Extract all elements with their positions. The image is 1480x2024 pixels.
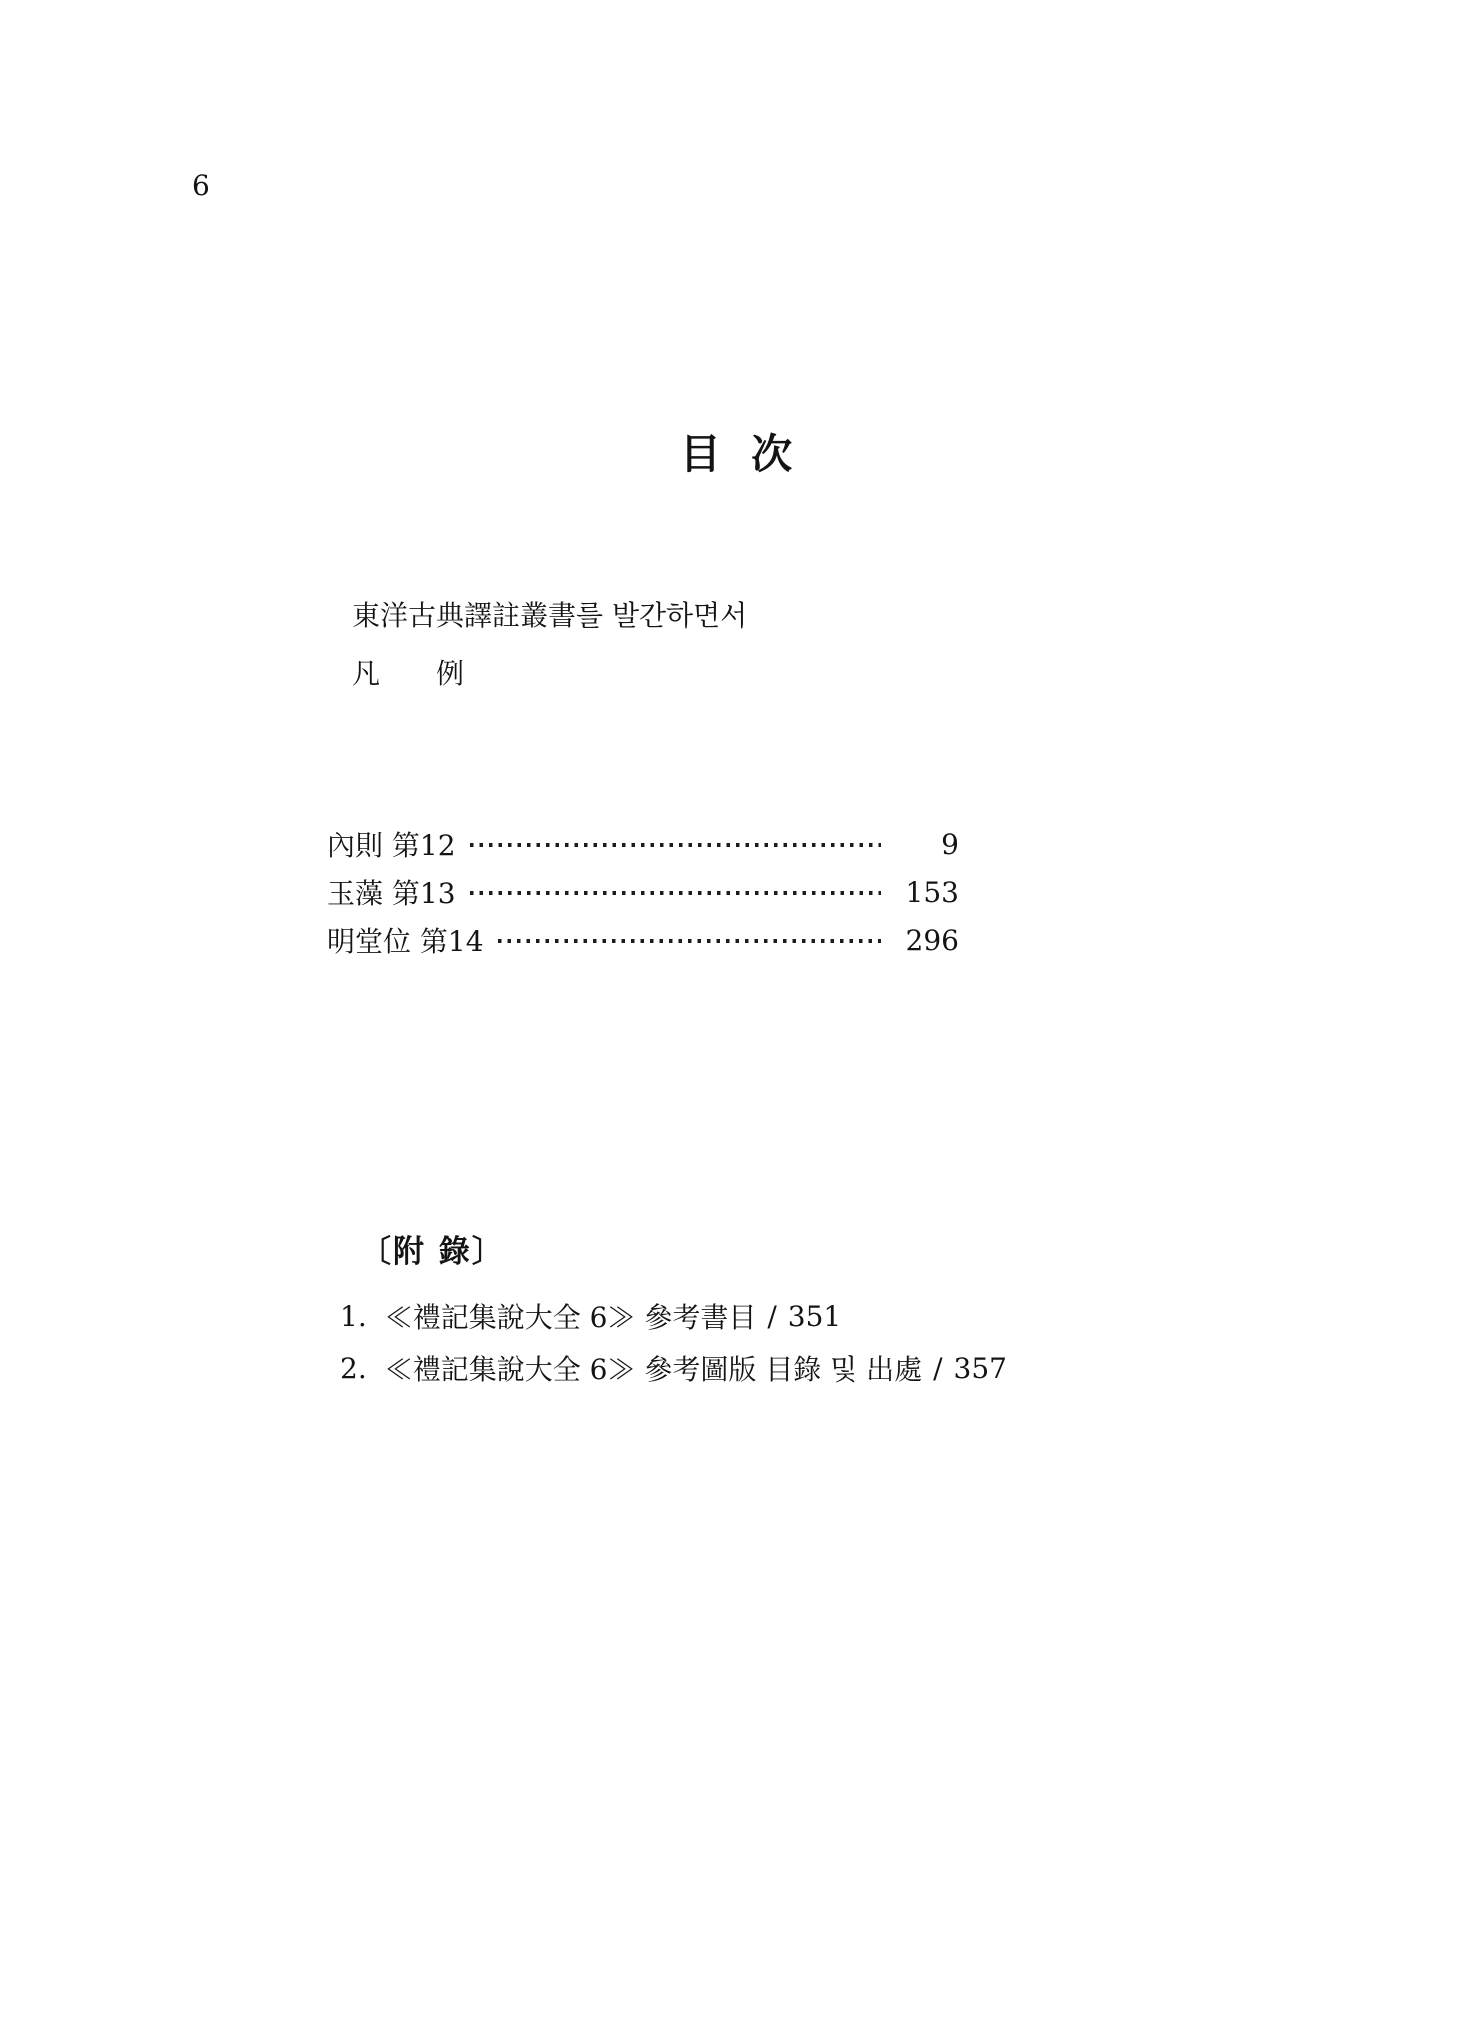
appendix-item (340, 1342, 1007, 1394)
appendix-item-title: ≪禮記集說大全 6≫ 參考圖版 目錄 및 出處 (384, 1353, 923, 1386)
front-matter-preface: 東洋古典譯註叢書를 발간하면서 (352, 599, 748, 632)
toc-entry (327, 820, 959, 868)
appendix-header: 〔附 錄〕 (360, 1234, 505, 1270)
front-matter-conventions: 凡 例 (352, 657, 465, 690)
dot-leader (498, 939, 881, 943)
front-matter (352, 600, 747, 690)
page-title: 目 次 (679, 430, 801, 478)
dot-leader (470, 891, 881, 895)
appendix-list (340, 1290, 1007, 1394)
appendix-item (340, 1290, 1007, 1342)
toc-entry-label: 玉藻 第13 (327, 877, 456, 910)
appendix-item-title: ≪禮記集說大全 6≫ 參考書目 (384, 1301, 757, 1334)
dot-leader (470, 843, 881, 847)
appendix-item-separator: / (933, 1351, 943, 1385)
appendix-item-page: 351 (787, 1299, 842, 1333)
toc-entry-page: 9 (941, 827, 959, 861)
toc-list (327, 820, 959, 964)
toc-entry (327, 868, 959, 916)
toc-entry-label: 內則 第12 (327, 829, 456, 862)
appendix-item-number: 2. (340, 1351, 367, 1385)
appendix-item-number: 1. (340, 1299, 367, 1333)
toc-entry-page: 153 (905, 875, 959, 909)
toc-entry-page: 296 (905, 923, 959, 957)
appendix-item-separator: / (767, 1299, 777, 1333)
page-number: 6 (192, 169, 210, 202)
toc-entry-label: 明堂位 第14 (327, 925, 484, 958)
appendix-item-page: 357 (953, 1351, 1007, 1385)
toc-entry (327, 916, 959, 964)
